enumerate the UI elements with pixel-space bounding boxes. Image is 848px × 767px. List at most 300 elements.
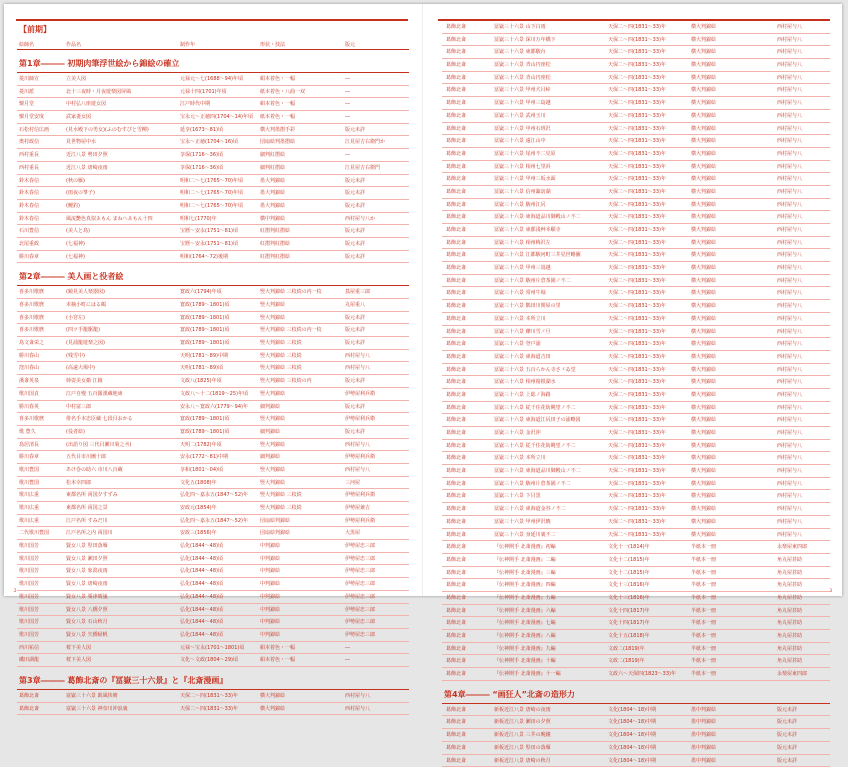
cell-publisher: 永楽屋東四郎	[777, 668, 841, 681]
table-row	[442, 478, 830, 491]
table-row	[17, 238, 409, 251]
cell-artist: 溪斎英泉	[19, 375, 69, 388]
cell-title: 新板近江八景 唐崎の秋月	[494, 755, 604, 767]
cell-artist: 懐月堂	[19, 98, 69, 111]
cell-format: 竪大判錦絵	[260, 299, 340, 312]
cell-date: 天保二～四(1831～33)年	[608, 110, 713, 123]
cell-date: 元禄～宝永(1701～1801)頃	[180, 642, 285, 655]
cell-date: 文化(1804～18)中期	[608, 742, 713, 755]
table-row	[442, 59, 830, 72]
cell-publisher: 丸屋重八	[345, 299, 409, 312]
table-row	[17, 629, 409, 642]
cell-artist: 窪川春山	[19, 362, 69, 375]
cell-artist: 葛飾北斎	[19, 690, 69, 703]
cell-date: 天保二～四(1831～33)年	[608, 313, 713, 326]
cell-title: 冨嶽三十六景 礫川雪ノ旦	[494, 326, 604, 339]
cell-publisher: 版元未詳	[777, 742, 841, 755]
cell-date: 弘化(1844～48)頃	[180, 553, 285, 566]
header-title: 作品名	[66, 38, 176, 52]
cell-artist: 歌川豊国	[19, 464, 69, 477]
table-row	[442, 161, 830, 174]
cell-artist: 勝川春山	[19, 350, 69, 363]
cell-format: 半紙本一冊	[691, 554, 771, 567]
cell-date: 天保二～四(1831～33)年	[608, 135, 713, 148]
cell-artist: 懐月堂安度	[19, 111, 69, 124]
cell-date: 延享(1673～81)頃	[180, 124, 285, 137]
table-row	[442, 668, 830, 681]
cell-date: 明和七(1770)年	[180, 213, 285, 226]
cell-artist: 葛飾北斎	[446, 630, 496, 643]
cell-publisher: 伊勢屋利兵衛	[345, 451, 409, 464]
cell-artist: 葛飾北斎	[446, 249, 496, 262]
table-row	[17, 286, 409, 299]
cell-artist: 葛飾北斎	[446, 592, 496, 605]
table-row	[17, 73, 409, 86]
cell-date: 弘化(1844～48)頃	[180, 565, 285, 578]
cell-artist: 石松村信広画	[19, 124, 69, 137]
cell-publisher: 西村屋与八	[777, 287, 841, 300]
cell-artist: 葛飾北斎	[446, 34, 496, 47]
cell-publisher: 西村屋与八か	[345, 213, 409, 226]
cell-date: 天保二～四(1831～33)年	[608, 199, 713, 212]
cell-title: 冨嶽三十六景 遠江山中	[494, 135, 604, 148]
cell-format: 竪大判錦絵 三枚続の内	[260, 375, 340, 388]
cell-title: 冨嶽三十六景 駿州片倉茶園ノ不二	[494, 275, 604, 288]
cell-format: 横中判錦絵	[260, 213, 340, 226]
table-row	[17, 604, 409, 617]
cell-artist: 葛飾北斎	[446, 135, 496, 148]
cell-publisher: 伊勢屋利兵衛	[345, 515, 409, 528]
cell-format: 竪大判錦絵	[260, 439, 340, 452]
cell-artist: 葛飾北斎	[446, 326, 496, 339]
cell-title: 賢女八景 堅田落雁	[66, 540, 176, 553]
table-row	[442, 605, 830, 618]
cell-publisher: ―	[345, 642, 409, 655]
cell-format: 紅摺判紅摺絵	[260, 238, 340, 251]
cell-artist: 葛飾北斎	[446, 503, 496, 516]
cell-publisher: 永楽屋東四郎	[777, 541, 841, 554]
cell-publisher: 角丸屋甚助	[777, 567, 841, 580]
table-row	[442, 46, 830, 59]
cell-date: 天保二～四(1831～33)年	[608, 503, 713, 516]
cell-artist: 葛飾北斎	[446, 389, 496, 402]
cell-format: 半紙本一冊	[691, 579, 771, 592]
cell-format: 竪大判錦絵	[260, 477, 340, 490]
cell-artist: 葛飾北斎	[446, 554, 496, 567]
cell-publisher: 角丸屋甚助	[777, 643, 841, 656]
table-row	[442, 275, 830, 288]
cell-publisher: 角丸屋甚助	[777, 655, 841, 668]
cell-format: 横大判錦絵	[691, 173, 771, 186]
cell-publisher: 西村屋与八	[777, 173, 841, 186]
header-publisher: 版元	[345, 38, 409, 52]
cell-format: 細判錦絵	[260, 426, 340, 439]
cell-date: 天保二～四(1831～33)年	[608, 427, 713, 440]
cell-artist: 葛飾北斎	[446, 567, 496, 580]
table-row	[17, 350, 409, 363]
cell-date: 弘化(1844～48)頃	[180, 540, 285, 553]
section-heading: 第2章――― 美人画と役者絵	[17, 263, 409, 286]
cell-artist: 鈴木春信	[19, 187, 69, 200]
cell-date: 天保二～四(1831～33)年	[180, 690, 285, 703]
cell-artist: 葛飾北斎	[446, 287, 496, 300]
cell-format: 横大判錦絵	[691, 326, 771, 339]
cell-publisher: 版元未詳	[345, 225, 409, 238]
cell-publisher: 西村屋与八	[777, 161, 841, 174]
cell-title: 賢女八景 粟津晴嵐	[66, 591, 176, 604]
cell-artist: 葛飾北斎	[446, 402, 496, 415]
cell-format: 横大判錦絵	[691, 249, 771, 262]
cell-title: 冨嶽三十六景 山下白雨	[494, 21, 604, 34]
table-row	[442, 313, 830, 326]
table-row	[17, 703, 409, 716]
cell-publisher: 伊勢屋忠三郎	[345, 578, 409, 591]
cell-date: 文化(1804～18)中期	[608, 704, 713, 717]
cell-title: 桜下美人図	[66, 642, 176, 655]
cell-publisher: 西村屋与八	[777, 275, 841, 288]
cell-format: 横大判錦絵	[691, 452, 771, 465]
table-row	[17, 642, 409, 655]
cell-format: 半紙本一冊	[691, 567, 771, 580]
header-artist: 絵師名	[19, 38, 69, 52]
cell-date: 天保二～四(1831～33)年	[608, 72, 713, 85]
cell-artist: 鳥居清長	[19, 439, 69, 452]
cell-artist: 葛飾北斎	[446, 490, 496, 503]
cell-format: 横大判錦絵	[691, 465, 771, 478]
cell-title: 冨嶽三十六景 甲州三嶌越	[494, 262, 604, 275]
cell-publisher: 角丸屋甚助	[777, 605, 841, 618]
table-row	[17, 591, 409, 604]
cell-title: 冨嶽三十六景 東海道品川御殿山ノ不二	[494, 211, 604, 224]
cell-publisher: 蔦屋重三郎	[345, 286, 409, 299]
table-row	[442, 716, 830, 729]
table-row	[17, 451, 409, 464]
cell-date: 文化(1804～18)中期	[608, 755, 713, 767]
cell-date: 天保二～四(1831～33)年	[608, 465, 713, 478]
cell-artist: 葛飾北斎	[446, 224, 496, 237]
cell-publisher: 西村屋与八	[777, 237, 841, 250]
cell-date: 天保二～四(1831～33)年	[608, 211, 713, 224]
cell-artist: 葛飾北斎	[446, 148, 496, 161]
table-row	[442, 173, 830, 186]
table-row	[17, 124, 409, 137]
cell-date: 文化十五(1818)年	[608, 630, 713, 643]
cell-artist: 歌川広重	[19, 502, 69, 515]
cell-format: 横大判錦絵	[691, 427, 771, 440]
cell-publisher: 伊勢屋忠三郎	[345, 553, 409, 566]
table-row	[17, 136, 409, 149]
cell-date: 天保二～四(1831～33)年	[608, 389, 713, 402]
cell-artist: 葛飾北斎	[446, 110, 496, 123]
table-row	[442, 414, 830, 427]
cell-format: 横大判錦絵	[691, 84, 771, 97]
cell-title: 冨嶽三十六景 青山円座松	[494, 59, 604, 72]
cell-title: 桜下美人図	[66, 654, 176, 667]
cell-title: 新板近江八景 三井の晩鐘	[494, 729, 604, 742]
cell-artist: 葛飾北斎	[446, 579, 496, 592]
cell-format: 横大判錦絵	[691, 338, 771, 351]
table-row	[17, 578, 409, 591]
cell-date: 天保二～四(1831～33)年	[608, 478, 713, 491]
table-row	[442, 351, 830, 364]
table-row	[442, 389, 830, 402]
cell-artist: 葛飾北斎	[446, 465, 496, 478]
cell-title: 北十三夜時・月夜遊楽図屏風	[66, 86, 176, 99]
cell-title: 東都名所 両国夕すずみ	[66, 489, 176, 502]
cell-title: 江戸名所之内 両国川	[66, 527, 176, 540]
cell-date: 宝暦～安永(1751～81)頃	[180, 238, 285, 251]
cell-format: 中判錦絵	[260, 616, 340, 629]
table-row	[17, 527, 409, 540]
cell-publisher: 伊勢屋兼吉	[345, 502, 409, 515]
cell-date: 天保二～四(1831～33)年	[608, 440, 713, 453]
cell-format: 半紙本一冊	[691, 643, 771, 656]
cell-date: 文化十二(1815)年	[608, 554, 713, 567]
table-row	[442, 402, 830, 415]
table-row	[17, 200, 409, 213]
cell-date: 天保二～四(1831～33)年	[608, 224, 713, 237]
cell-publisher: 西村屋与八	[777, 110, 841, 123]
cell-format: 中判錦絵	[260, 565, 340, 578]
table-row	[17, 175, 409, 188]
cell-publisher: 角丸屋甚助	[777, 554, 841, 567]
table-row	[17, 565, 409, 578]
cell-date: 天保二～四(1831～33)年	[608, 21, 713, 34]
cell-publisher: 伊勢屋忠三郎	[345, 616, 409, 629]
cell-title: 中村富三郎	[66, 401, 176, 414]
cell-title: 賢女八景 唐崎夜雨	[66, 578, 176, 591]
table-row	[442, 300, 830, 313]
cell-date: 天保二～四(1831～33)年	[608, 452, 713, 465]
table-row	[442, 490, 830, 503]
cell-artist: 西川祐信	[19, 642, 69, 655]
table-row	[442, 567, 830, 580]
cell-format: 横大判錦絵	[691, 46, 771, 59]
cell-date: 宝暦～安永(1751～81)頃	[180, 225, 285, 238]
table-row	[17, 388, 409, 401]
cell-title: 姉姿美女揃 江鏡	[66, 375, 176, 388]
cell-publisher: 西村屋与八	[777, 478, 841, 491]
cell-artist: 勝川春英	[19, 401, 69, 414]
cell-publisher: 伊勢屋忠三郎	[345, 591, 409, 604]
cell-date: 天保二～四(1831～33)年	[608, 529, 713, 542]
cell-publisher: 西村屋与八	[777, 199, 841, 212]
table-row	[442, 440, 830, 453]
cell-date: 寛政六(1794)年頃	[180, 286, 285, 299]
cell-format: 横大判錦絵	[691, 376, 771, 389]
table-row	[17, 477, 409, 490]
cell-title: 末摘小町にはる鶴	[66, 299, 176, 312]
table-row	[17, 690, 409, 703]
cell-format: 横大判錦絵	[691, 402, 771, 415]
cell-format: 墨大判錦絵	[260, 200, 340, 213]
cell-date: 安永八～寛政六(1779～94)年	[180, 401, 285, 414]
cell-publisher: 版元未詳	[777, 729, 841, 742]
cell-artist: 葛飾北斎	[446, 704, 496, 717]
table-row	[442, 516, 830, 529]
cell-format: 竪大判錦絵	[260, 312, 340, 325]
cell-publisher: 版元未詳	[345, 337, 409, 350]
cell-artist: 歌川国芳	[19, 629, 69, 642]
cell-title: 中村弘八座遊女図	[66, 98, 176, 111]
cell-date: 天保二～四(1831～33)年	[608, 59, 713, 72]
cell-format: 横大判錦絵	[691, 110, 771, 123]
cell-title: (出語り図 三代目瀬川菊之丞)	[66, 439, 176, 452]
cell-format: 横大判錦絵	[691, 389, 771, 402]
cell-title: 冨嶽三十六景 信州諏訪湖	[494, 186, 604, 199]
catalog-spread	[4, 4, 842, 596]
cell-date: 天保二～四(1831～33)年	[608, 237, 713, 250]
cell-publisher: 西村屋与八	[777, 224, 841, 237]
cell-publisher: 西村屋与八	[777, 452, 841, 465]
cell-publisher: 西村屋与八	[777, 529, 841, 542]
table-row	[442, 249, 830, 262]
cell-date: 天保二～四(1831～33)年	[608, 326, 713, 339]
cell-format: 竪大判錦絵 三枚続	[260, 502, 340, 515]
table-row	[442, 554, 830, 567]
cell-title: 『伝神開手 北斎漫画』四編	[494, 579, 604, 592]
cell-format: 横大判錦絵	[691, 72, 771, 85]
table-row	[442, 199, 830, 212]
table-row	[17, 502, 409, 515]
cell-publisher: 西村屋与八	[777, 427, 841, 440]
cell-format: 絹本着色・一幅	[260, 654, 340, 667]
cell-title: 『伝神開手 北斎漫画』十一編	[494, 668, 604, 681]
cell-title: (見水殿下の男女)(ふのむすびと雪柳)	[66, 124, 176, 137]
table-row	[442, 742, 830, 755]
cell-format: 紅摺判紅摺絵	[260, 225, 340, 238]
cell-publisher: 西村屋与八	[777, 313, 841, 326]
cell-artist: 葛飾北斎	[446, 351, 496, 364]
cell-artist: 二代歌川豊国	[19, 527, 69, 540]
cell-date: 天保二～四(1831～33)年	[608, 161, 713, 174]
cell-format: 竪大判錦絵 三枚続	[260, 337, 340, 350]
cell-title: 江戸自慢 五百羅漢蔵地東	[66, 388, 176, 401]
cell-publisher: 西村屋与八	[777, 490, 841, 503]
table-row	[442, 97, 830, 110]
cell-publisher: ―	[345, 86, 409, 99]
table-row	[442, 224, 830, 237]
cell-format: 横大判錦絵	[691, 529, 771, 542]
table-row	[442, 262, 830, 275]
cell-artist: 葛飾北斎	[446, 452, 496, 465]
cell-title: 近江八景 唐崎夜雨	[66, 162, 176, 175]
cell-format: 横大判錦絵	[691, 300, 771, 313]
cell-format: 横大判錦絵	[691, 123, 771, 136]
section-heading: 第3章――― 葛飾北斎の『冨嶽三十六景』と『北斎漫画』	[17, 667, 409, 690]
cell-artist: 鈴木春信	[19, 175, 69, 188]
cell-date: 元禄元～七(1688～94)年頃	[180, 73, 285, 86]
cell-format: 団扇絵判錦絵	[260, 527, 340, 540]
cell-date: 文政二(1819)年	[608, 643, 713, 656]
cell-date: 文政六～天保四(1823～33)年	[608, 668, 713, 681]
cell-artist: 葛飾北斎	[446, 516, 496, 529]
table-row	[442, 326, 830, 339]
cell-artist: 葛飾北斎	[446, 414, 496, 427]
cell-format: 細判錦絵	[260, 401, 340, 414]
cell-title: (役者絵)	[66, 426, 176, 439]
cell-artist: 葛飾北斎	[446, 199, 496, 212]
cell-title: 冨嶽三十六景 東都駿台	[494, 46, 604, 59]
cell-publisher: 版元未詳	[345, 312, 409, 325]
cell-date: 天保二～四(1831～33)年	[608, 300, 713, 313]
cell-title: 富嶽三十六景 神奈川沖浪裏	[66, 703, 176, 716]
cell-publisher: 西村屋与八	[777, 364, 841, 377]
cell-format: 半紙本一冊	[691, 655, 771, 668]
cell-title: 冨嶽三十六景 駿州片倉茶園ノ不二	[494, 478, 604, 491]
cell-title: 『伝神開手 北斎漫画』二編	[494, 554, 604, 567]
cell-format: 横大判錦絵	[260, 703, 340, 716]
cell-artist: 菱川師宣	[19, 73, 69, 86]
cell-format: 竪大判錦絵	[260, 388, 340, 401]
cell-title: 冨嶽三十六景 武州玉川	[494, 110, 604, 123]
cell-format: 横大判錦絵	[691, 516, 771, 529]
table-row	[442, 72, 830, 85]
cell-title: 新板近江八景 堅田の落雁	[494, 742, 604, 755]
cell-date: 寛政(1789～1801)頃	[180, 299, 285, 312]
table-row	[442, 503, 830, 516]
cell-publisher: 版元未詳	[345, 251, 409, 264]
cell-date: 文化(1804～18)中期	[608, 729, 713, 742]
cell-publisher: 版元未詳	[345, 375, 409, 388]
cell-format: 横大判錦絵	[691, 59, 771, 72]
cell-title: 江戸名所 すみだ川	[66, 515, 176, 528]
cell-title: (鏡見美人楽器図)	[66, 286, 176, 299]
cell-format: 竪大判錦絵 三枚続の内一枚	[260, 286, 340, 299]
cell-date: 天明(1781～89)中期	[180, 350, 285, 363]
cell-artist: 葛飾北斎	[446, 643, 496, 656]
cell-format: 横大判錦絵	[691, 186, 771, 199]
cell-date: 享和(1801～04)頃	[180, 464, 285, 477]
cell-publisher: 西村屋与八	[777, 21, 841, 34]
cell-publisher: 西村屋与八	[777, 186, 841, 199]
cell-date: 天保二～四(1831～33)年	[608, 338, 713, 351]
cell-artist: 勝川春章	[19, 451, 69, 464]
cell-artist: 葛飾北斎	[446, 364, 496, 377]
table-row	[442, 617, 830, 630]
cell-title: 冨嶽三十六景 東海道金谷ノ不二	[494, 503, 604, 516]
table-row	[17, 439, 409, 452]
cell-title: 冨嶽三十六景 東都浅艸本願寺	[494, 224, 604, 237]
cell-artist: 歌川国芳	[19, 553, 69, 566]
cell-artist: 葛飾北斎	[446, 376, 496, 389]
table-row	[17, 553, 409, 566]
cell-artist: 菱川派	[19, 86, 69, 99]
cell-artist: 葛飾北斎	[446, 668, 496, 681]
cell-date: 宝永～正徳(1704～16)頃	[180, 136, 285, 149]
cell-date: 明和二～七(1765～70)年頃	[180, 200, 285, 213]
cell-date: 弘化(1844～48)頃	[180, 591, 285, 604]
cell-format: 横大判錦絵	[691, 21, 771, 34]
cell-format: 横大判錦絵	[691, 199, 771, 212]
cell-format: 横大判錦絵	[691, 224, 771, 237]
cell-artist: 葛飾北斎	[446, 655, 496, 668]
cell-title: 冨嶽三十六景 甲州三坂水面	[494, 173, 604, 186]
cell-artist: 奥村政信	[19, 136, 69, 149]
cell-format: 細判錦絵	[260, 451, 340, 464]
cell-date: 天保二～四(1831～33)年	[608, 46, 713, 59]
cell-title: あけ巻の助六 市川八百蔵	[66, 464, 176, 477]
cell-artist: 葛飾北斎	[446, 97, 496, 110]
cell-format: 墨中判錦絵	[691, 729, 771, 742]
cell-title: 賢女八景 八橋夕照	[66, 604, 176, 617]
cell-publisher: 西村屋与八	[777, 34, 841, 47]
table-row	[442, 655, 830, 668]
cell-title: 五代目市川團十郎	[66, 451, 176, 464]
cell-publisher: 西村屋与八	[777, 465, 841, 478]
section-heading: 第4章――― “画狂人”北斎の造形力	[442, 681, 830, 704]
cell-format: 半紙本一冊	[691, 541, 771, 554]
